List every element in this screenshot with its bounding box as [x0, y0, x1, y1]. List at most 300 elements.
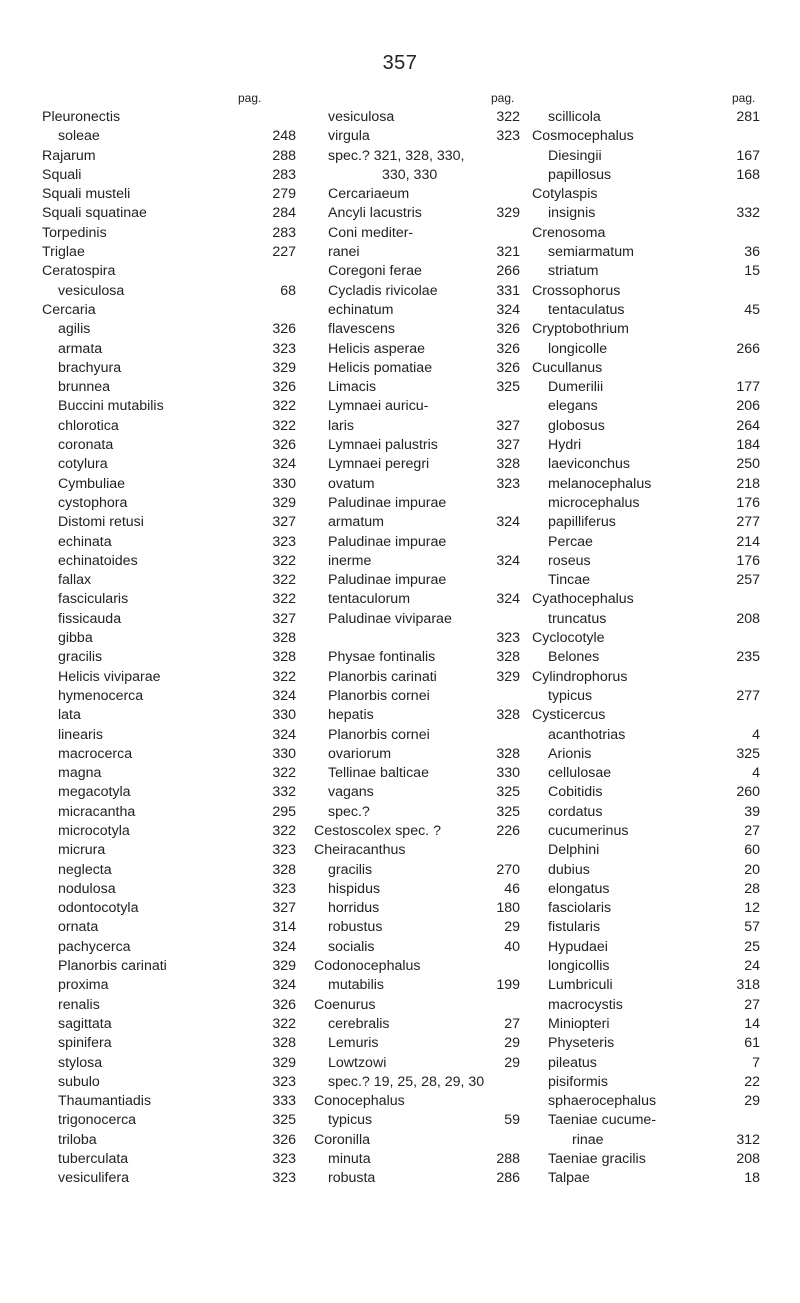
entry-term: Buccini mutabilis — [58, 398, 164, 415]
entry-term: Paludinae impurae — [328, 494, 447, 511]
entry-term: Physeteris — [548, 1035, 615, 1052]
index-entry — [532, 1169, 760, 1188]
entry-page: 329 — [496, 205, 520, 222]
index-entry — [42, 957, 296, 976]
entry-page: 57 — [744, 919, 760, 936]
entry-term: Helicis pomatiae — [328, 359, 433, 376]
entry-term: cordatus — [548, 803, 603, 820]
entry-term: fasciolaris — [548, 900, 612, 917]
entry-term: Cucullanus — [532, 359, 603, 376]
entry-page: 333 — [272, 1093, 296, 1110]
index-entry — [532, 359, 760, 378]
index-entry — [532, 494, 760, 513]
index-entry — [42, 340, 296, 359]
index-entry — [314, 880, 520, 899]
index-entry — [532, 224, 760, 243]
entry-page: 270 — [496, 861, 520, 878]
entry-term: echinata — [58, 533, 112, 550]
page-number: 357 — [382, 52, 418, 74]
index-entry — [314, 243, 520, 262]
entry-term: Planorbis cornei — [328, 687, 430, 704]
index-entry — [42, 513, 296, 532]
index-entry — [532, 938, 760, 957]
entry-page: 60 — [744, 842, 760, 859]
entry-term: papillosus — [548, 166, 612, 183]
entry-page: 326 — [272, 379, 296, 396]
entry-term: cucumerinus — [548, 822, 629, 839]
entry-page: 283 — [272, 224, 296, 241]
entry-term: chlorotica — [58, 417, 119, 434]
entry-term: Ancyli lacustris — [328, 205, 422, 222]
entry-page: 329 — [272, 958, 296, 975]
index-entry — [532, 166, 760, 185]
index-entry — [314, 1034, 520, 1053]
entry-page: 323 — [272, 1151, 296, 1168]
entry-term: globosus — [548, 417, 605, 434]
entry-term: Lowtzowi — [328, 1054, 387, 1071]
entry-page: 59 — [504, 1112, 520, 1129]
index-entry — [42, 1169, 296, 1188]
index-entry — [314, 301, 520, 320]
entry-term: coronata — [58, 437, 114, 454]
entry-term: armata — [58, 340, 103, 357]
entry-term: ranei — [328, 244, 360, 261]
index-entry — [42, 533, 296, 552]
entry-page: 281 — [736, 109, 760, 125]
index-entry — [532, 378, 760, 397]
entry-term: Helicis viviparae — [58, 668, 161, 685]
pag-header: pag. — [732, 91, 756, 105]
entry-term: rinae — [572, 1131, 604, 1148]
index-entry — [532, 436, 760, 455]
index-entry — [42, 185, 296, 204]
index-entry — [42, 147, 296, 166]
entry-term: Physae fontinalis — [328, 649, 436, 666]
entry-page: 208 — [736, 610, 760, 627]
index-entry — [314, 745, 520, 764]
index-entry — [314, 726, 520, 745]
entry-page: 327 — [496, 437, 520, 454]
entry-page: 323 — [496, 475, 520, 492]
entry-page: 177 — [736, 379, 760, 396]
index-entry — [532, 861, 760, 880]
entry-term: ovatum — [328, 475, 375, 492]
index-entry — [532, 610, 760, 629]
entry-term: microcephalus — [548, 494, 640, 511]
index-entry — [314, 841, 520, 860]
entry-page: 328 — [496, 707, 520, 724]
entry-page: 324 — [272, 938, 296, 955]
entry-term: Planorbis carinati — [328, 668, 437, 685]
entry-term: Conocephalus — [314, 1093, 405, 1110]
index-entry — [314, 417, 520, 436]
entry-page: 227 — [272, 244, 296, 261]
index-entries — [314, 108, 520, 1189]
index-entry — [42, 803, 296, 822]
entry-page: 27 — [504, 1015, 520, 1032]
entry-page: 29 — [504, 1035, 520, 1052]
entry-term: fallax — [58, 572, 92, 589]
entry-page: 266 — [736, 340, 760, 357]
index-entry — [532, 1054, 760, 1073]
entry-page: 330 — [272, 745, 296, 762]
index-entry — [42, 397, 296, 416]
index-entry — [42, 610, 296, 629]
entry-term: Cysticercus — [532, 707, 606, 724]
entry-page: 266 — [496, 263, 520, 280]
index-entry — [42, 320, 296, 339]
entry-term: armatum — [328, 514, 384, 531]
entry-term: vesiculifera — [58, 1170, 129, 1187]
entry-term: Paludinae viviparae — [328, 610, 452, 627]
entry-page: 226 — [496, 822, 520, 839]
entry-page: 325 — [496, 784, 520, 801]
entry-page: 327 — [272, 514, 296, 531]
index-entry — [314, 127, 520, 146]
entry-term: melanocephalus — [548, 475, 652, 492]
entry-term: elegans — [548, 398, 598, 415]
entry-page: 176 — [736, 494, 760, 511]
entry-term: typicus — [548, 687, 593, 704]
entry-term: fistularis — [548, 919, 601, 936]
entry-term: gibba — [58, 630, 93, 647]
entry-page: 27 — [744, 996, 760, 1013]
index-entry — [42, 996, 296, 1015]
entry-term: subulo — [58, 1073, 100, 1090]
entry-page: 20 — [744, 861, 760, 878]
entry-page: 328 — [272, 649, 296, 666]
entry-term: elongatus — [548, 880, 610, 897]
index-entry — [42, 668, 296, 687]
entry-page: 326 — [496, 340, 520, 357]
entry-term: echinatoides — [58, 552, 138, 569]
entry-term: Helicis asperae — [328, 340, 425, 357]
entry-term: neglecta — [58, 861, 112, 878]
entry-page: 329 — [496, 668, 520, 685]
index-entry — [42, 783, 296, 802]
entry-term: megacotyla — [58, 784, 131, 801]
index-entry — [314, 397, 520, 416]
entry-page: 27 — [744, 822, 760, 839]
entry-page: 4 — [752, 726, 760, 743]
entry-term: spinifera — [58, 1035, 112, 1052]
index-entry — [532, 764, 760, 783]
entry-term: inerme — [328, 552, 372, 569]
entry-term: micrura — [58, 842, 106, 859]
entry-page: 199 — [496, 977, 520, 994]
index-entry — [532, 629, 760, 648]
entry-term: sphaerocephalus — [548, 1093, 657, 1110]
index-entry — [42, 436, 296, 455]
entry-term: acanthotrias — [548, 726, 626, 743]
entry-term: echinatum — [328, 301, 394, 318]
index-entry — [314, 475, 520, 494]
entry-term: hymenocerca — [58, 687, 144, 704]
entry-term: tuberculata — [58, 1151, 129, 1168]
entry-page: 39 — [744, 803, 760, 820]
entry-term: cerebralis — [328, 1015, 390, 1032]
index-entry — [314, 1054, 520, 1073]
index-entry — [532, 108, 760, 127]
index-entry — [314, 629, 520, 648]
entry-term: Coni mediter- — [328, 224, 414, 241]
index-entry — [314, 513, 520, 532]
entry-page: 326 — [272, 321, 296, 338]
entry-term: Cryptobothrium — [532, 321, 629, 338]
entry-term: Crenosoma — [532, 224, 606, 241]
entry-page: 218 — [736, 475, 760, 492]
entry-page: 324 — [272, 726, 296, 743]
entry-term: pachycerca — [58, 938, 131, 955]
index-entry — [42, 590, 296, 609]
index-entry — [42, 822, 296, 841]
entry-term: sagittata — [58, 1015, 112, 1032]
index-entry — [314, 861, 520, 880]
entry-term: Paludinae impurae — [328, 572, 447, 589]
entry-term: papilliferus — [548, 514, 616, 531]
entry-page: 61 — [744, 1035, 760, 1052]
entry-term: Cycladis rivicolae — [328, 282, 438, 299]
entry-page: 214 — [736, 533, 760, 550]
entry-term: Thaumantiadis — [58, 1093, 152, 1110]
entry-term: soleae — [58, 128, 100, 145]
index-entry — [42, 1150, 296, 1169]
entry-page: 327 — [496, 417, 520, 434]
index-entry — [314, 783, 520, 802]
index-entry — [314, 1015, 520, 1034]
entry-term: Cercariaeum — [328, 186, 410, 203]
entry-term: spec.? 19, 25, 28, 29, 30 — [328, 1073, 485, 1090]
entry-term: longicollis — [548, 958, 610, 975]
entry-term: spec.? 321, 328, 330, — [328, 147, 465, 164]
index-entry — [314, 687, 520, 706]
entry-term: typicus — [328, 1112, 373, 1129]
entry-page: 322 — [272, 1015, 296, 1032]
entry-term: Cylindrophorus — [532, 668, 628, 685]
entry-term: roseus — [548, 552, 591, 569]
entry-page: 326 — [272, 1131, 296, 1148]
entry-page: 260 — [736, 784, 760, 801]
entry-term: Miniopteri — [548, 1015, 610, 1032]
entry-page: 322 — [272, 398, 296, 415]
index-entry — [532, 301, 760, 320]
index-entry — [42, 359, 296, 378]
index-entry — [42, 552, 296, 571]
index-entry — [314, 764, 520, 783]
entry-term: agilis — [58, 321, 91, 338]
index-entry — [314, 918, 520, 937]
index-entry — [314, 359, 520, 378]
entry-page: 321 — [496, 244, 520, 261]
entry-term: hepatis — [328, 707, 374, 724]
entry-page: 318 — [736, 977, 760, 994]
index-entry — [532, 1015, 760, 1034]
index-entry — [314, 533, 520, 552]
entry-page: 322 — [272, 417, 296, 434]
entry-page: 312 — [736, 1131, 760, 1148]
index-entry — [532, 533, 760, 552]
entry-term: laris — [328, 417, 355, 434]
index-entry — [314, 185, 520, 204]
entry-page: 329 — [272, 359, 296, 376]
entry-page: 331 — [496, 282, 520, 299]
entry-term: Ceratospira — [42, 263, 116, 280]
entry-term: Pleuronectis — [42, 109, 121, 125]
index-entry — [532, 320, 760, 339]
index-entry — [314, 668, 520, 687]
index-entry — [314, 224, 520, 243]
entry-term: Squali squatinae — [42, 205, 147, 222]
entry-page: 68 — [280, 282, 296, 299]
entry-page: 323 — [496, 128, 520, 145]
index-entry — [42, 378, 296, 397]
entry-page: 328 — [272, 630, 296, 647]
entry-page: 323 — [496, 630, 520, 647]
entry-page: 36 — [744, 244, 760, 261]
entry-term: horridus — [328, 900, 380, 917]
entry-term: Cotylaspis — [532, 186, 598, 203]
entry-term: Dumerilii — [548, 379, 604, 396]
entry-term: Squali musteli — [42, 186, 131, 203]
index-entry — [532, 590, 760, 609]
entry-page: 324 — [496, 301, 520, 318]
index-entry — [314, 282, 520, 301]
entry-term: Hypudaei — [548, 938, 608, 955]
entry-page: 286 — [496, 1170, 520, 1187]
entry-page: 45 — [744, 301, 760, 318]
entry-term: insignis — [548, 205, 596, 222]
index-entry — [314, 1131, 520, 1150]
entry-term: Paludinae impurae — [328, 533, 447, 550]
entry-term: cellulosae — [548, 765, 612, 782]
entry-page: 322 — [496, 109, 520, 125]
entry-term: Lymnaei palustris — [328, 437, 438, 454]
index-entry — [314, 262, 520, 281]
entry-term: flavescens — [328, 321, 396, 338]
entry-term: Hydri — [548, 437, 582, 454]
entry-term: Taeniae cucume- — [548, 1112, 657, 1129]
index-entry — [532, 1131, 760, 1150]
entry-term: minuta — [328, 1151, 371, 1168]
entry-term: fissicauda — [58, 610, 122, 627]
index-entry — [42, 938, 296, 957]
index-entry — [42, 494, 296, 513]
index-entry — [42, 976, 296, 995]
index-entry — [42, 224, 296, 243]
entry-term: renalis — [58, 996, 100, 1013]
index-entry — [42, 301, 296, 320]
entry-term: Delphini — [548, 842, 600, 859]
entry-term: Squali — [42, 166, 82, 183]
entry-term: virgula — [328, 128, 370, 145]
entry-page: 326 — [496, 359, 520, 376]
entry-term: nodulosa — [58, 880, 116, 897]
entry-page: 283 — [272, 166, 296, 183]
entry-term: Taeniae gracilis — [548, 1151, 646, 1168]
index-entry — [42, 706, 296, 725]
entry-page: 288 — [496, 1151, 520, 1168]
index-entry — [532, 957, 760, 976]
index-entry — [314, 378, 520, 397]
index-entry — [532, 340, 760, 359]
index-entry — [42, 1073, 296, 1092]
entry-term: odontocotyla — [58, 900, 139, 917]
entry-page: 46 — [504, 880, 520, 897]
entry-page: 323 — [272, 533, 296, 550]
entry-page: 29 — [504, 919, 520, 936]
entry-page: 12 — [744, 900, 760, 917]
entry-page: 322 — [272, 822, 296, 839]
index-entries — [42, 108, 296, 1189]
entry-term: Coronilla — [314, 1131, 370, 1148]
entry-page: 330 — [272, 475, 296, 492]
entry-page: 208 — [736, 1151, 760, 1168]
index-entries — [532, 108, 760, 1189]
index-entry — [532, 648, 760, 667]
index-entry — [42, 880, 296, 899]
index-entry — [532, 976, 760, 995]
index-entry — [42, 687, 296, 706]
index-entry — [314, 340, 520, 359]
entry-page: 4 — [752, 765, 760, 782]
index-entry — [532, 783, 760, 802]
entry-page: 324 — [496, 514, 520, 531]
entry-page: 332 — [736, 205, 760, 222]
entry-term: Cosmocephalus — [532, 128, 634, 145]
entry-page: 325 — [736, 745, 760, 762]
index-entry — [532, 552, 760, 571]
index-entry — [314, 166, 520, 185]
index-entry — [314, 320, 520, 339]
index-entry — [42, 455, 296, 474]
index-entry — [42, 1034, 296, 1053]
index-entry — [532, 687, 760, 706]
index-entry — [314, 938, 520, 957]
entry-page: 28 — [744, 880, 760, 897]
index-entry — [42, 108, 296, 127]
entry-page: 29 — [504, 1054, 520, 1071]
entry-term: Triglae — [42, 244, 85, 261]
entry-term: Percae — [548, 533, 593, 550]
index-entry — [42, 1131, 296, 1150]
entry-page: 250 — [736, 456, 760, 473]
entry-page: 330 — [272, 707, 296, 724]
index-entry — [314, 1073, 520, 1092]
entry-term: striatum — [548, 263, 599, 280]
entry-term: brachyura — [58, 359, 122, 376]
pag-header: pag. — [491, 91, 515, 105]
index-entry — [532, 1092, 760, 1111]
index-entry — [42, 166, 296, 185]
index-entry — [532, 147, 760, 166]
entry-page: 322 — [272, 591, 296, 608]
index-entry — [42, 1111, 296, 1130]
index-entry — [42, 1092, 296, 1111]
entry-term: Belones — [548, 649, 600, 666]
entry-page: 323 — [272, 1170, 296, 1187]
entry-page: 328 — [496, 456, 520, 473]
index-entry — [42, 1015, 296, 1034]
index-entry — [532, 475, 760, 494]
entry-term: proxima — [58, 977, 109, 994]
entry-term: Planorbis cornei — [328, 726, 430, 743]
entry-term: triloba — [58, 1131, 97, 1148]
index-entry — [532, 841, 760, 860]
entry-term: Coregoni ferae — [328, 263, 422, 280]
entry-term: Lymnaei auricu- — [328, 398, 429, 415]
index-entry — [532, 1073, 760, 1092]
entry-page: 15 — [744, 263, 760, 280]
